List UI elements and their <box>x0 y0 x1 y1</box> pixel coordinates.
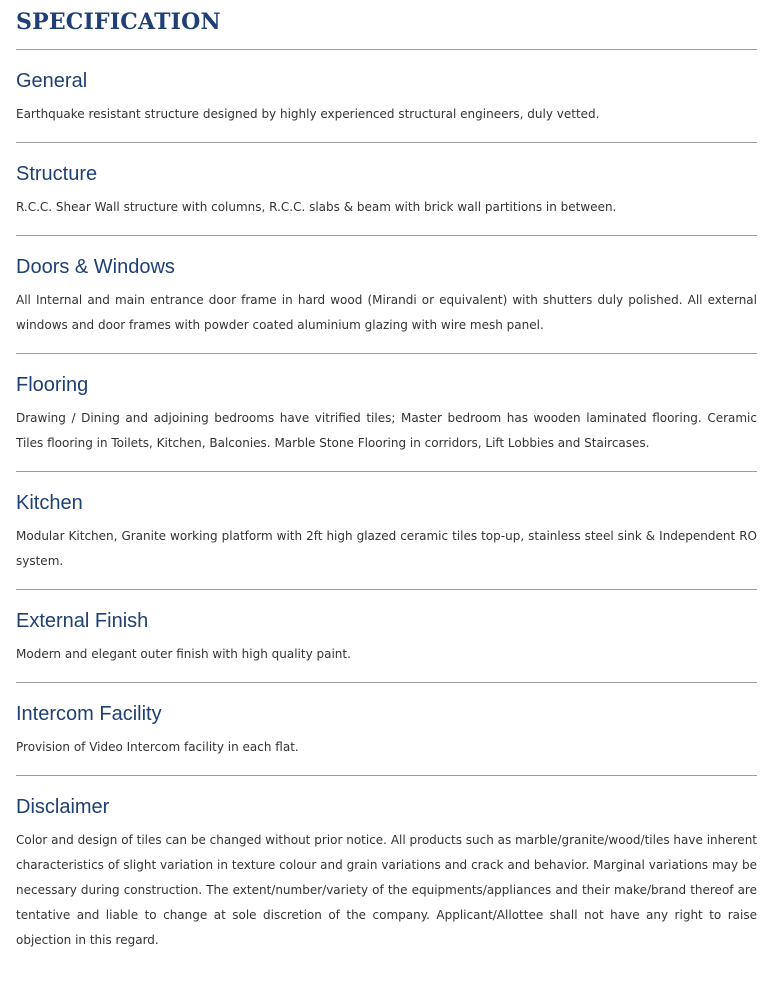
section-heading: External Finish <box>16 610 149 632</box>
section-disclaimer <box>16 776 757 961</box>
section-body: Provision of Video Intercom facility in each flat. <box>16 740 299 754</box>
section-body: Earthquake resistant structure designed by highly experienced structural engineers, duly vetted. <box>16 107 600 121</box>
section-structure <box>16 143 757 236</box>
section-body: Modern and elegant outer finish with high quality paint. <box>16 647 351 661</box>
section-body: Modular Kitchen, Granite working platform with 2ft high glazed ceramic tiles top-up, stainless steel sink & Independent RO system. <box>16 529 757 568</box>
section-heading: Intercom Facility <box>16 703 162 725</box>
section-heading: Disclaimer <box>16 796 110 818</box>
section-heading: Flooring <box>16 374 89 396</box>
section-kitchen <box>16 472 757 590</box>
section-heading: Kitchen <box>16 492 83 514</box>
section-body: R.C.C. Shear Wall structure with columns, R.C.C. slabs & beam with brick wall partitions in between. <box>16 200 617 214</box>
section-heading: General <box>16 70 88 92</box>
section-general <box>16 50 757 143</box>
page-title: SPECIFICATION <box>16 9 221 35</box>
section-heading: Structure <box>16 163 98 185</box>
section-external-finish <box>16 590 757 683</box>
section-doors-windows <box>16 236 757 354</box>
section-intercom-facility <box>16 683 757 776</box>
section-body: Color and design of tiles can be changed without prior notice. All products such as marble/granite/wood/tiles have inherent characteristics of slight variation in texture colour and grain variations and crack and behavior. Marginal variations may be necessary during construction. The extent/number/variety of the equipments/appliances and their make/brand thereof are tentative and liable to change at sole discretion of the company. Applicant/Allottee shall not have any right to raise objection in this regard. <box>16 833 757 947</box>
section-flooring <box>16 354 757 472</box>
section-body: Drawing / Dining and adjoining bedrooms have vitrified tiles; Master bedroom has wooden laminated flooring. Ceramic Tiles flooring in Toilets, Kitchen, Balconies. Marble Stone Flooring in corridors, Lift Lobbies and Staircases. <box>16 411 757 450</box>
specification-page <box>16 0 757 961</box>
section-heading: Doors & Windows <box>16 256 175 278</box>
section-body: All Internal and main entrance door frame in hard wood (Mirandi or equivalent) with shutters duly polished. All external windows and door frames with powder coated aluminium glazing with wire mesh panel. <box>16 293 757 332</box>
